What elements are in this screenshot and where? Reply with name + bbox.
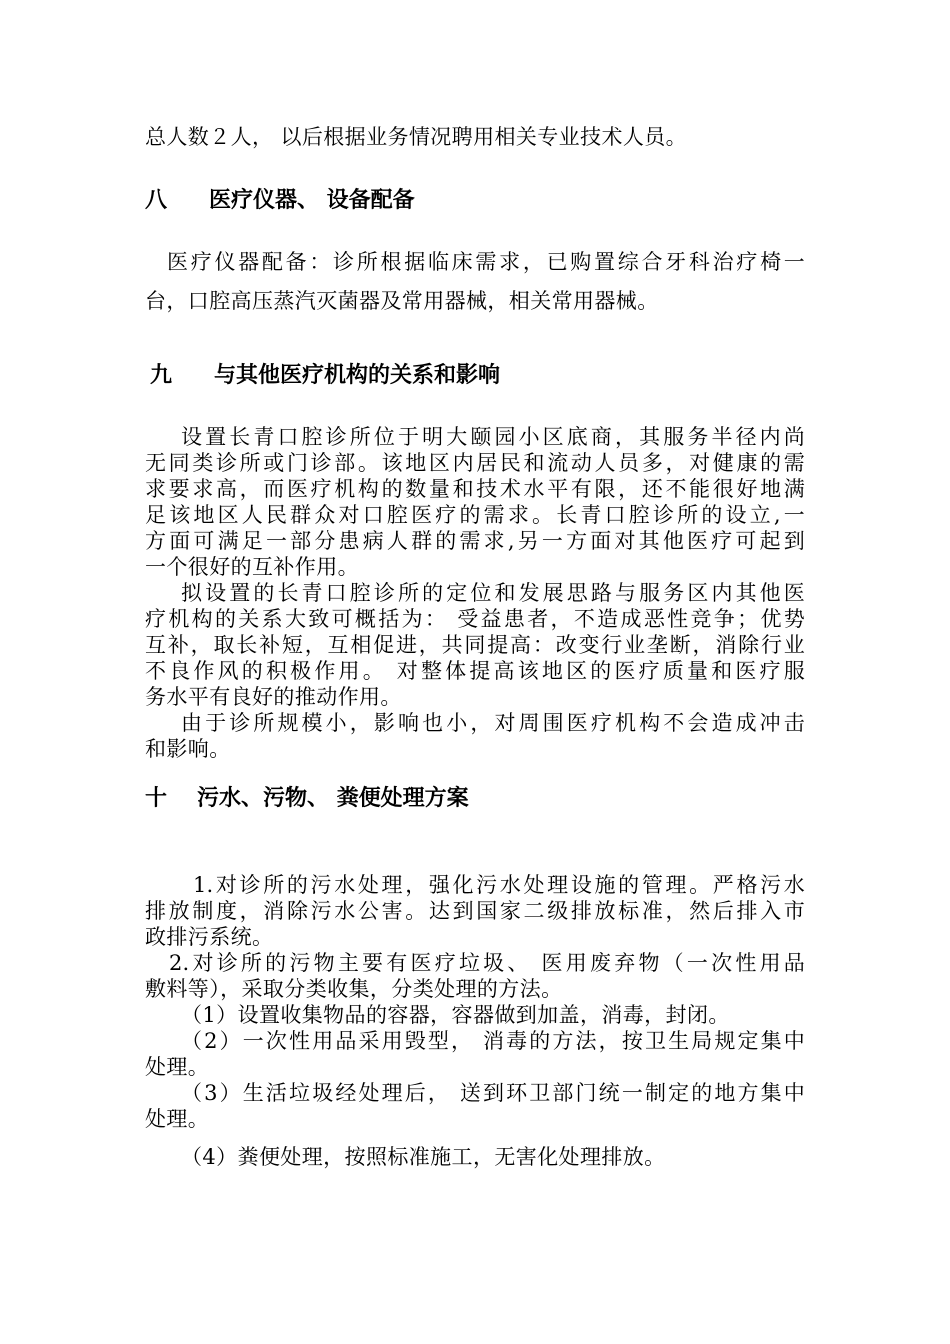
section-9-p1-line-5: 方面可满足一部分患病人群的需求,另一方面对其他医疗可起到 bbox=[145, 529, 805, 553]
section-10-heading bbox=[145, 784, 469, 812]
section-10-title: 污水、污物、 粪便处理方案 bbox=[197, 785, 469, 811]
section-10-sub-2-line-2: 处理。 bbox=[145, 1055, 210, 1079]
section-9-p1-line-2: 无同类诊所或门诊部。该地区内居民和流动人员多，对健康的需 bbox=[145, 451, 805, 475]
section-10-sub-2-line-1: （2）一次性用品采用毁型， 消毒的方法，按卫生局规定集中 bbox=[181, 1029, 805, 1053]
section-10-item-2-line-1: 2.对诊所的污物主要有医疗垃圾、 医用废弃物（一次性用品 bbox=[169, 951, 805, 975]
section-9-p1-line-4: 足该地区人民群众对口腔医疗的需求。长青口腔诊所的设立,一 bbox=[145, 503, 805, 527]
intro-line: 总人数２人， 以后根据业务情况聘用相关专业技术人员。 bbox=[145, 125, 688, 149]
section-10-sub-4: （4）粪便处理，按照标准施工，无害化处理排放。 bbox=[181, 1145, 666, 1169]
section-9-p2-line-1: 拟设置的长青口腔诊所的定位和发展思路与服务区内其他医 bbox=[181, 581, 805, 605]
section-10-item-1-line-3: 政排污系统。 bbox=[145, 925, 274, 949]
section-8-number: 八 bbox=[145, 187, 168, 213]
section-10-item-2-line-2: 敷料等），采取分类收集，分类处理的方法。 bbox=[145, 977, 563, 1001]
section-9-p1-line-3: 求要求高，而医疗机构的数量和技术水平有限，还不能很好地满 bbox=[145, 477, 805, 501]
section-9-heading bbox=[150, 361, 500, 389]
section-9-number: 九 bbox=[150, 362, 173, 388]
section-9-p3-line-2: 和影响。 bbox=[145, 737, 231, 761]
section-10-item-1-line-2: 排放制度，消除污水公害。达到国家二级排放标准，然后排入市 bbox=[145, 899, 805, 923]
section-9-p1-line-6: 一个很好的互补作用。 bbox=[145, 555, 359, 579]
section-10-sub-3-line-1: （3）生活垃圾经处理后， 送到环卫部门统一制定的地方集中 bbox=[181, 1081, 805, 1105]
section-8-heading bbox=[145, 186, 415, 214]
section-10-number: 十 bbox=[145, 785, 168, 811]
section-9-p2-line-3: 互补，取长补短，互相促进，共同提高：改变行业垄断，消除行业 bbox=[145, 633, 805, 657]
section-9-p3-line-1: 由于诊所规模小，影响也小，对周围医疗机构不会造成冲击 bbox=[181, 711, 805, 735]
section-10-sub-1: （1）设置收集物品的容器，容器做到加盖，消毒，封闭。 bbox=[181, 1003, 730, 1027]
section-10-sub-3-line-2: 处理。 bbox=[145, 1107, 210, 1131]
section-8-para-line-1: 医疗仪器配备：诊所根据临床需求，已购置综合牙科治疗椅一 bbox=[167, 250, 805, 274]
section-9-p2-line-5: 务水平有良好的推动作用。 bbox=[145, 685, 402, 709]
section-9-p2-line-2: 疗机构的关系大致可概括为： 受益患者，不造成恶性竞争；优势 bbox=[145, 607, 805, 631]
section-10-item-1-line-1: 1.对诊所的污水处理，强化污水处理设施的管理。严格污水 bbox=[193, 873, 805, 897]
section-9-p1-line-1: 设置长青口腔诊所位于明大颐园小区底商，其服务半径内尚 bbox=[181, 425, 805, 449]
section-8-title: 医疗仪器、 设备配备 bbox=[209, 187, 415, 213]
section-9-title: 与其他医疗机构的关系和影响 bbox=[214, 362, 501, 388]
section-9-p2-line-4: 不良作风的积极作用。 对整体提高该地区的医疗质量和医疗服 bbox=[145, 659, 805, 683]
section-8-para-line-2: 台，口腔高压蒸汽灭菌器及常用器械，相关常用器械。 bbox=[145, 289, 659, 313]
